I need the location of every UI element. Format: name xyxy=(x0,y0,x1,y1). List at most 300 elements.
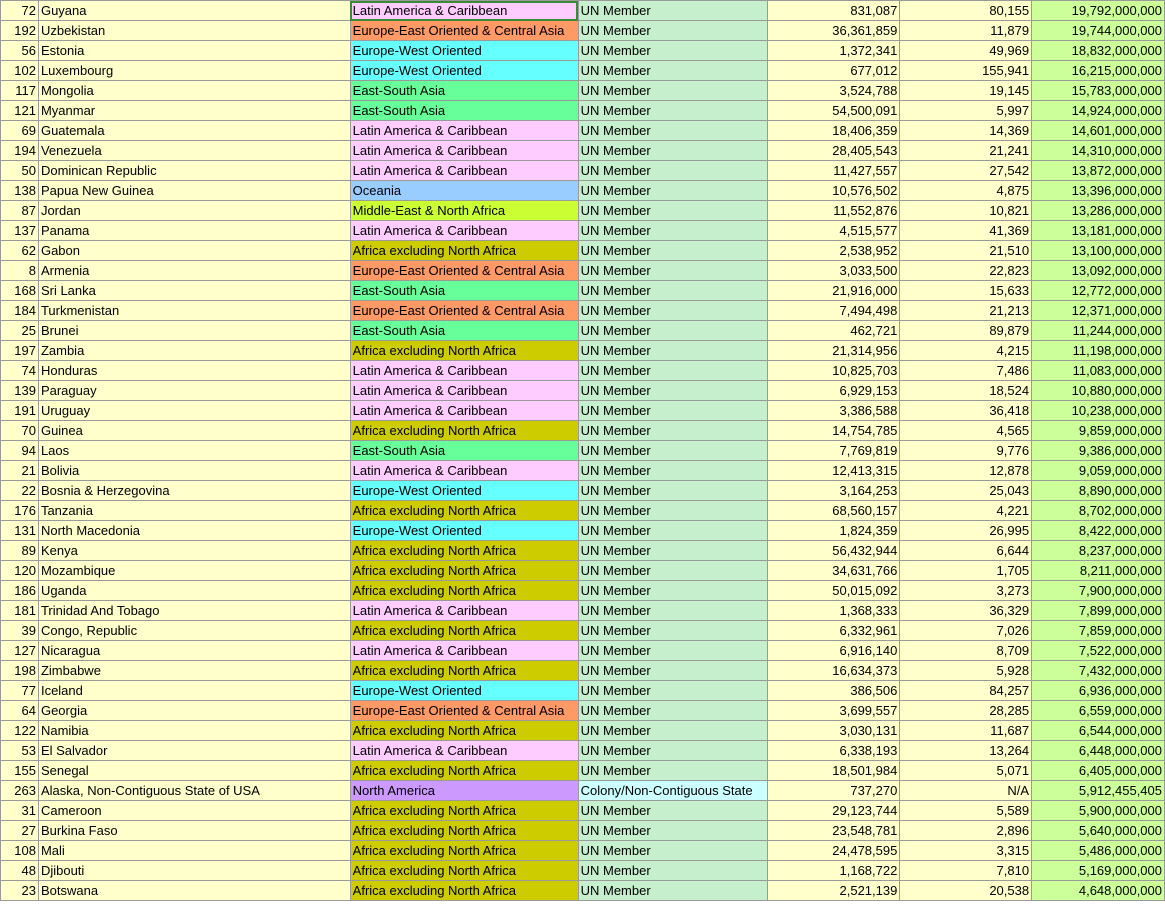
rank-cell[interactable]: 186 xyxy=(1,581,39,601)
status-cell[interactable]: UN Member xyxy=(578,501,767,521)
region-cell[interactable]: East-South Asia xyxy=(350,101,578,121)
rank-cell[interactable]: 21 xyxy=(1,461,39,481)
status-cell[interactable]: UN Member xyxy=(578,241,767,261)
gdp-cell[interactable]: 7,899,000,000 xyxy=(1032,601,1165,621)
status-cell[interactable]: UN Member xyxy=(578,21,767,41)
gdp-cell[interactable]: 18,832,000,000 xyxy=(1032,41,1165,61)
region-cell[interactable]: Europe-West Oriented xyxy=(350,681,578,701)
rank-cell[interactable]: 117 xyxy=(1,81,39,101)
region-cell[interactable]: Africa excluding North Africa xyxy=(350,661,578,681)
rank-cell[interactable]: 23 xyxy=(1,881,39,901)
gdp-per-capita-cell[interactable]: 5,997 xyxy=(900,101,1032,121)
gdp-per-capita-cell[interactable]: 5,071 xyxy=(900,761,1032,781)
gdp-cell[interactable]: 10,880,000,000 xyxy=(1032,381,1165,401)
rank-cell[interactable]: 94 xyxy=(1,441,39,461)
country-name-cell[interactable]: Armenia xyxy=(38,261,350,281)
status-cell[interactable]: UN Member xyxy=(578,221,767,241)
gdp-cell[interactable]: 6,559,000,000 xyxy=(1032,701,1165,721)
region-cell[interactable]: Africa excluding North Africa xyxy=(350,561,578,581)
country-name-cell[interactable]: Alaska, Non-Contiguous State of USA xyxy=(38,781,350,801)
country-name-cell[interactable]: Zambia xyxy=(38,341,350,361)
country-name-cell[interactable]: Zimbabwe xyxy=(38,661,350,681)
population-cell[interactable]: 1,368,333 xyxy=(767,601,900,621)
gdp-cell[interactable]: 14,601,000,000 xyxy=(1032,121,1165,141)
region-cell[interactable]: Europe-East Oriented & Central Asia xyxy=(350,261,578,281)
gdp-cell[interactable]: 13,396,000,000 xyxy=(1032,181,1165,201)
population-cell[interactable]: 11,427,557 xyxy=(767,161,900,181)
gdp-per-capita-cell[interactable]: 6,644 xyxy=(900,541,1032,561)
population-cell[interactable]: 50,015,092 xyxy=(767,581,900,601)
status-cell[interactable]: UN Member xyxy=(578,301,767,321)
status-cell[interactable]: UN Member xyxy=(578,421,767,441)
rank-cell[interactable]: 184 xyxy=(1,301,39,321)
rank-cell[interactable]: 155 xyxy=(1,761,39,781)
country-name-cell[interactable]: North Macedonia xyxy=(38,521,350,541)
status-cell[interactable]: UN Member xyxy=(578,181,767,201)
gdp-cell[interactable]: 13,286,000,000 xyxy=(1032,201,1165,221)
population-cell[interactable]: 14,754,785 xyxy=(767,421,900,441)
rank-cell[interactable]: 64 xyxy=(1,701,39,721)
gdp-cell[interactable]: 5,169,000,000 xyxy=(1032,861,1165,881)
rank-cell[interactable]: 77 xyxy=(1,681,39,701)
gdp-per-capita-cell[interactable]: 14,369 xyxy=(900,121,1032,141)
population-cell[interactable]: 386,506 xyxy=(767,681,900,701)
status-cell[interactable]: UN Member xyxy=(578,361,767,381)
gdp-per-capita-cell[interactable]: 4,215 xyxy=(900,341,1032,361)
population-cell[interactable]: 18,406,359 xyxy=(767,121,900,141)
country-name-cell[interactable]: Uganda xyxy=(38,581,350,601)
population-cell[interactable]: 21,314,956 xyxy=(767,341,900,361)
rank-cell[interactable]: 89 xyxy=(1,541,39,561)
gdp-cell[interactable]: 10,238,000,000 xyxy=(1032,401,1165,421)
region-cell[interactable]: East-South Asia xyxy=(350,441,578,461)
rank-cell[interactable]: 139 xyxy=(1,381,39,401)
rank-cell[interactable]: 197 xyxy=(1,341,39,361)
gdp-per-capita-cell[interactable]: 20,538 xyxy=(900,881,1032,901)
status-cell[interactable]: UN Member xyxy=(578,881,767,901)
population-cell[interactable]: 3,033,500 xyxy=(767,261,900,281)
country-name-cell[interactable]: Namibia xyxy=(38,721,350,741)
rank-cell[interactable]: 168 xyxy=(1,281,39,301)
country-name-cell[interactable]: Burkina Faso xyxy=(38,821,350,841)
gdp-per-capita-cell[interactable]: 21,510 xyxy=(900,241,1032,261)
status-cell[interactable]: UN Member xyxy=(578,321,767,341)
status-cell[interactable]: UN Member xyxy=(578,721,767,741)
rank-cell[interactable]: 192 xyxy=(1,21,39,41)
region-cell[interactable]: Europe-East Oriented & Central Asia xyxy=(350,301,578,321)
country-name-cell[interactable]: Bolivia xyxy=(38,461,350,481)
population-cell[interactable]: 23,548,781 xyxy=(767,821,900,841)
region-cell[interactable]: Latin America & Caribbean xyxy=(350,121,578,141)
status-cell[interactable]: UN Member xyxy=(578,641,767,661)
gdp-per-capita-cell[interactable]: 15,633 xyxy=(900,281,1032,301)
country-name-cell[interactable]: Uzbekistan xyxy=(38,21,350,41)
gdp-cell[interactable]: 13,100,000,000 xyxy=(1032,241,1165,261)
population-cell[interactable]: 29,123,744 xyxy=(767,801,900,821)
country-name-cell[interactable]: Congo, Republic xyxy=(38,621,350,641)
region-cell[interactable]: Africa excluding North Africa xyxy=(350,621,578,641)
status-cell[interactable]: UN Member xyxy=(578,701,767,721)
country-name-cell[interactable]: Gabon xyxy=(38,241,350,261)
population-cell[interactable]: 831,087 xyxy=(767,1,900,21)
country-name-cell[interactable]: Brunei xyxy=(38,321,350,341)
status-cell[interactable]: UN Member xyxy=(578,461,767,481)
country-name-cell[interactable]: Senegal xyxy=(38,761,350,781)
region-cell[interactable]: Africa excluding North Africa xyxy=(350,421,578,441)
gdp-per-capita-cell[interactable]: 12,878 xyxy=(900,461,1032,481)
population-cell[interactable]: 21,916,000 xyxy=(767,281,900,301)
rank-cell[interactable]: 56 xyxy=(1,41,39,61)
region-cell[interactable]: East-South Asia xyxy=(350,321,578,341)
population-cell[interactable]: 7,769,819 xyxy=(767,441,900,461)
population-cell[interactable]: 3,386,588 xyxy=(767,401,900,421)
rank-cell[interactable]: 263 xyxy=(1,781,39,801)
gdp-per-capita-cell[interactable]: 5,589 xyxy=(900,801,1032,821)
status-cell[interactable]: UN Member xyxy=(578,541,767,561)
rank-cell[interactable]: 22 xyxy=(1,481,39,501)
region-cell[interactable]: Europe-East Oriented & Central Asia xyxy=(350,21,578,41)
country-name-cell[interactable]: Sri Lanka xyxy=(38,281,350,301)
population-cell[interactable]: 3,524,788 xyxy=(767,81,900,101)
gdp-cell[interactable]: 9,059,000,000 xyxy=(1032,461,1165,481)
region-cell[interactable]: Europe-West Oriented xyxy=(350,521,578,541)
gdp-per-capita-cell[interactable]: 21,241 xyxy=(900,141,1032,161)
rank-cell[interactable]: 137 xyxy=(1,221,39,241)
gdp-per-capita-cell[interactable]: N/A xyxy=(900,781,1032,801)
rank-cell[interactable]: 122 xyxy=(1,721,39,741)
country-name-cell[interactable]: Guatemala xyxy=(38,121,350,141)
status-cell[interactable]: UN Member xyxy=(578,341,767,361)
region-cell[interactable]: Africa excluding North Africa xyxy=(350,241,578,261)
status-cell[interactable]: UN Member xyxy=(578,101,767,121)
rank-cell[interactable]: 31 xyxy=(1,801,39,821)
country-name-cell[interactable]: Panama xyxy=(38,221,350,241)
gdp-per-capita-cell[interactable]: 27,542 xyxy=(900,161,1032,181)
country-name-cell[interactable]: Guyana xyxy=(38,1,350,21)
rank-cell[interactable]: 198 xyxy=(1,661,39,681)
gdp-cell[interactable]: 8,702,000,000 xyxy=(1032,501,1165,521)
rank-cell[interactable]: 8 xyxy=(1,261,39,281)
region-cell[interactable]: Africa excluding North Africa xyxy=(350,501,578,521)
region-cell[interactable]: East-South Asia xyxy=(350,281,578,301)
region-cell[interactable]: Latin America & Caribbean xyxy=(350,141,578,161)
gdp-per-capita-cell[interactable]: 13,264 xyxy=(900,741,1032,761)
status-cell[interactable]: UN Member xyxy=(578,841,767,861)
population-cell[interactable]: 2,538,952 xyxy=(767,241,900,261)
gdp-per-capita-cell[interactable]: 4,875 xyxy=(900,181,1032,201)
gdp-per-capita-cell[interactable]: 11,687 xyxy=(900,721,1032,741)
population-cell[interactable]: 10,825,703 xyxy=(767,361,900,381)
status-cell[interactable]: UN Member xyxy=(578,61,767,81)
gdp-per-capita-cell[interactable]: 1,705 xyxy=(900,561,1032,581)
region-cell[interactable]: Europe-West Oriented xyxy=(350,481,578,501)
gdp-cell[interactable]: 7,900,000,000 xyxy=(1032,581,1165,601)
country-name-cell[interactable]: Nicaragua xyxy=(38,641,350,661)
gdp-per-capita-cell[interactable]: 19,145 xyxy=(900,81,1032,101)
status-cell[interactable]: UN Member xyxy=(578,821,767,841)
gdp-cell[interactable]: 8,237,000,000 xyxy=(1032,541,1165,561)
gdp-per-capita-cell[interactable]: 7,810 xyxy=(900,861,1032,881)
population-cell[interactable]: 1,824,359 xyxy=(767,521,900,541)
country-name-cell[interactable]: Georgia xyxy=(38,701,350,721)
status-cell[interactable]: UN Member xyxy=(578,601,767,621)
status-cell[interactable]: UN Member xyxy=(578,161,767,181)
status-cell[interactable]: UN Member xyxy=(578,441,767,461)
region-cell[interactable]: Africa excluding North Africa xyxy=(350,341,578,361)
status-cell[interactable]: Colony/Non-Contiguous State xyxy=(578,781,767,801)
region-cell[interactable]: Europe-East Oriented & Central Asia xyxy=(350,701,578,721)
country-name-cell[interactable]: Iceland xyxy=(38,681,350,701)
region-cell[interactable]: Latin America & Caribbean xyxy=(350,221,578,241)
population-cell[interactable]: 3,164,253 xyxy=(767,481,900,501)
region-cell[interactable]: Africa excluding North Africa xyxy=(350,861,578,881)
gdp-per-capita-cell[interactable]: 3,315 xyxy=(900,841,1032,861)
gdp-cell[interactable]: 6,544,000,000 xyxy=(1032,721,1165,741)
population-cell[interactable]: 54,500,091 xyxy=(767,101,900,121)
status-cell[interactable]: UN Member xyxy=(578,401,767,421)
gdp-per-capita-cell[interactable]: 28,285 xyxy=(900,701,1032,721)
rank-cell[interactable]: 127 xyxy=(1,641,39,661)
population-cell[interactable]: 36,361,859 xyxy=(767,21,900,41)
country-name-cell[interactable]: Laos xyxy=(38,441,350,461)
region-cell[interactable]: Africa excluding North Africa xyxy=(350,761,578,781)
status-cell[interactable]: UN Member xyxy=(578,381,767,401)
gdp-cell[interactable]: 11,244,000,000 xyxy=(1032,321,1165,341)
region-cell[interactable]: Africa excluding North Africa xyxy=(350,721,578,741)
gdp-per-capita-cell[interactable]: 155,941 xyxy=(900,61,1032,81)
population-cell[interactable]: 6,332,961 xyxy=(767,621,900,641)
gdp-per-capita-cell[interactable]: 89,879 xyxy=(900,321,1032,341)
gdp-cell[interactable]: 5,900,000,000 xyxy=(1032,801,1165,821)
gdp-cell[interactable]: 11,198,000,000 xyxy=(1032,341,1165,361)
gdp-per-capita-cell[interactable]: 80,155 xyxy=(900,1,1032,21)
rank-cell[interactable]: 131 xyxy=(1,521,39,541)
country-name-cell[interactable]: Mongolia xyxy=(38,81,350,101)
country-name-cell[interactable]: Guinea xyxy=(38,421,350,441)
gdp-per-capita-cell[interactable]: 7,026 xyxy=(900,621,1032,641)
gdp-per-capita-cell[interactable]: 5,928 xyxy=(900,661,1032,681)
country-name-cell[interactable]: Tanzania xyxy=(38,501,350,521)
rank-cell[interactable]: 27 xyxy=(1,821,39,841)
gdp-cell[interactable]: 5,640,000,000 xyxy=(1032,821,1165,841)
region-cell[interactable]: Middle-East & North Africa xyxy=(350,201,578,221)
gdp-per-capita-cell[interactable]: 9,776 xyxy=(900,441,1032,461)
region-cell[interactable]: Africa excluding North Africa xyxy=(350,821,578,841)
gdp-cell[interactable]: 7,522,000,000 xyxy=(1032,641,1165,661)
rank-cell[interactable]: 74 xyxy=(1,361,39,381)
gdp-per-capita-cell[interactable]: 22,823 xyxy=(900,261,1032,281)
gdp-per-capita-cell[interactable]: 25,043 xyxy=(900,481,1032,501)
rank-cell[interactable]: 50 xyxy=(1,161,39,181)
gdp-cell[interactable]: 8,211,000,000 xyxy=(1032,561,1165,581)
region-cell[interactable]: North America xyxy=(350,781,578,801)
region-cell[interactable]: Africa excluding North Africa xyxy=(350,581,578,601)
rank-cell[interactable]: 121 xyxy=(1,101,39,121)
gdp-per-capita-cell[interactable]: 21,213 xyxy=(900,301,1032,321)
gdp-per-capita-cell[interactable]: 4,565 xyxy=(900,421,1032,441)
gdp-cell[interactable]: 8,422,000,000 xyxy=(1032,521,1165,541)
status-cell[interactable]: UN Member xyxy=(578,121,767,141)
gdp-per-capita-cell[interactable]: 49,969 xyxy=(900,41,1032,61)
gdp-cell[interactable]: 9,859,000,000 xyxy=(1032,421,1165,441)
status-cell[interactable]: UN Member xyxy=(578,261,767,281)
population-cell[interactable]: 1,372,341 xyxy=(767,41,900,61)
status-cell[interactable]: UN Member xyxy=(578,621,767,641)
gdp-cell[interactable]: 6,936,000,000 xyxy=(1032,681,1165,701)
status-cell[interactable]: UN Member xyxy=(578,81,767,101)
population-cell[interactable]: 28,405,543 xyxy=(767,141,900,161)
gdp-per-capita-cell[interactable]: 41,369 xyxy=(900,221,1032,241)
region-cell[interactable]: Latin America & Caribbean xyxy=(350,401,578,421)
region-cell[interactable]: Latin America & Caribbean xyxy=(350,641,578,661)
gdp-per-capita-cell[interactable]: 84,257 xyxy=(900,681,1032,701)
country-name-cell[interactable]: Luxembourg xyxy=(38,61,350,81)
gdp-cell[interactable]: 12,371,000,000 xyxy=(1032,301,1165,321)
country-name-cell[interactable]: Uruguay xyxy=(38,401,350,421)
population-cell[interactable]: 737,270 xyxy=(767,781,900,801)
gdp-cell[interactable]: 6,405,000,000 xyxy=(1032,761,1165,781)
region-cell[interactable]: Africa excluding North Africa xyxy=(350,881,578,901)
status-cell[interactable]: UN Member xyxy=(578,681,767,701)
country-name-cell[interactable]: Jordan xyxy=(38,201,350,221)
status-cell[interactable]: UN Member xyxy=(578,741,767,761)
population-cell[interactable]: 6,338,193 xyxy=(767,741,900,761)
population-cell[interactable]: 2,521,139 xyxy=(767,881,900,901)
population-cell[interactable]: 16,634,373 xyxy=(767,661,900,681)
population-cell[interactable]: 12,413,315 xyxy=(767,461,900,481)
gdp-cell[interactable]: 15,783,000,000 xyxy=(1032,81,1165,101)
status-cell[interactable]: UN Member xyxy=(578,761,767,781)
rank-cell[interactable]: 69 xyxy=(1,121,39,141)
region-cell[interactable]: Latin America & Caribbean xyxy=(350,161,578,181)
country-name-cell[interactable]: Estonia xyxy=(38,41,350,61)
population-cell[interactable]: 3,030,131 xyxy=(767,721,900,741)
gdp-per-capita-cell[interactable]: 10,821 xyxy=(900,201,1032,221)
rank-cell[interactable]: 70 xyxy=(1,421,39,441)
rank-cell[interactable]: 108 xyxy=(1,841,39,861)
population-cell[interactable]: 6,916,140 xyxy=(767,641,900,661)
population-cell[interactable]: 462,721 xyxy=(767,321,900,341)
rank-cell[interactable]: 138 xyxy=(1,181,39,201)
rank-cell[interactable]: 25 xyxy=(1,321,39,341)
country-name-cell[interactable]: Papua New Guinea xyxy=(38,181,350,201)
rank-cell[interactable]: 72 xyxy=(1,1,39,21)
region-cell[interactable]: Europe-West Oriented xyxy=(350,61,578,81)
gdp-per-capita-cell[interactable]: 4,221 xyxy=(900,501,1032,521)
population-cell[interactable]: 56,432,944 xyxy=(767,541,900,561)
gdp-cell[interactable]: 7,432,000,000 xyxy=(1032,661,1165,681)
status-cell[interactable]: UN Member xyxy=(578,521,767,541)
country-name-cell[interactable]: Bosnia & Herzegovina xyxy=(38,481,350,501)
country-name-cell[interactable]: Mali xyxy=(38,841,350,861)
rank-cell[interactable]: 53 xyxy=(1,741,39,761)
status-cell[interactable]: UN Member xyxy=(578,801,767,821)
gdp-cell[interactable]: 11,083,000,000 xyxy=(1032,361,1165,381)
region-cell[interactable]: Africa excluding North Africa xyxy=(350,801,578,821)
region-cell[interactable]: Latin America & Caribbean xyxy=(350,381,578,401)
gdp-per-capita-cell[interactable]: 26,995 xyxy=(900,521,1032,541)
country-name-cell[interactable]: Paraguay xyxy=(38,381,350,401)
region-cell[interactable]: Latin America & Caribbean xyxy=(350,601,578,621)
rank-cell[interactable]: 181 xyxy=(1,601,39,621)
country-name-cell[interactable]: Myanmar xyxy=(38,101,350,121)
gdp-cell[interactable]: 7,859,000,000 xyxy=(1032,621,1165,641)
country-name-cell[interactable]: Turkmenistan xyxy=(38,301,350,321)
gdp-cell[interactable]: 5,912,455,405 xyxy=(1032,781,1165,801)
gdp-cell[interactable]: 16,215,000,000 xyxy=(1032,61,1165,81)
gdp-cell[interactable]: 9,386,000,000 xyxy=(1032,441,1165,461)
gdp-per-capita-cell[interactable]: 36,329 xyxy=(900,601,1032,621)
gdp-per-capita-cell[interactable]: 2,896 xyxy=(900,821,1032,841)
gdp-per-capita-cell[interactable]: 18,524 xyxy=(900,381,1032,401)
region-cell[interactable]: Africa excluding North Africa xyxy=(350,841,578,861)
region-cell[interactable]: Latin America & Caribbean xyxy=(350,1,578,21)
gdp-cell[interactable]: 6,448,000,000 xyxy=(1032,741,1165,761)
region-cell[interactable]: Latin America & Caribbean xyxy=(350,361,578,381)
gdp-cell[interactable]: 14,310,000,000 xyxy=(1032,141,1165,161)
status-cell[interactable]: UN Member xyxy=(578,1,767,21)
population-cell[interactable]: 7,494,498 xyxy=(767,301,900,321)
country-name-cell[interactable]: Mozambique xyxy=(38,561,350,581)
country-name-cell[interactable]: El Salvador xyxy=(38,741,350,761)
population-cell[interactable]: 10,576,502 xyxy=(767,181,900,201)
gdp-cell[interactable]: 13,092,000,000 xyxy=(1032,261,1165,281)
gdp-cell[interactable]: 12,772,000,000 xyxy=(1032,281,1165,301)
gdp-cell[interactable]: 13,181,000,000 xyxy=(1032,221,1165,241)
gdp-per-capita-cell[interactable]: 7,486 xyxy=(900,361,1032,381)
rank-cell[interactable]: 48 xyxy=(1,861,39,881)
status-cell[interactable]: UN Member xyxy=(578,481,767,501)
rank-cell[interactable]: 191 xyxy=(1,401,39,421)
country-name-cell[interactable]: Kenya xyxy=(38,541,350,561)
rank-cell[interactable]: 194 xyxy=(1,141,39,161)
country-name-cell[interactable]: Honduras xyxy=(38,361,350,381)
country-name-cell[interactable]: Dominican Republic xyxy=(38,161,350,181)
gdp-cell[interactable]: 5,486,000,000 xyxy=(1032,841,1165,861)
gdp-per-capita-cell[interactable]: 3,273 xyxy=(900,581,1032,601)
gdp-cell[interactable]: 14,924,000,000 xyxy=(1032,101,1165,121)
population-cell[interactable]: 11,552,876 xyxy=(767,201,900,221)
country-name-cell[interactable]: Cameroon xyxy=(38,801,350,821)
gdp-cell[interactable]: 13,872,000,000 xyxy=(1032,161,1165,181)
status-cell[interactable]: UN Member xyxy=(578,581,767,601)
population-cell[interactable]: 18,501,984 xyxy=(767,761,900,781)
gdp-per-capita-cell[interactable]: 36,418 xyxy=(900,401,1032,421)
status-cell[interactable]: UN Member xyxy=(578,141,767,161)
country-name-cell[interactable]: Djibouti xyxy=(38,861,350,881)
gdp-cell[interactable]: 19,744,000,000 xyxy=(1032,21,1165,41)
population-cell[interactable]: 4,515,577 xyxy=(767,221,900,241)
population-cell[interactable]: 34,631,766 xyxy=(767,561,900,581)
gdp-per-capita-cell[interactable]: 8,709 xyxy=(900,641,1032,661)
country-name-cell[interactable]: Venezuela xyxy=(38,141,350,161)
gdp-per-capita-cell[interactable]: 11,879 xyxy=(900,21,1032,41)
region-cell[interactable]: Latin America & Caribbean xyxy=(350,741,578,761)
country-name-cell[interactable]: Botswana xyxy=(38,881,350,901)
gdp-cell[interactable]: 4,648,000,000 xyxy=(1032,881,1165,901)
rank-cell[interactable]: 176 xyxy=(1,501,39,521)
population-cell[interactable]: 1,168,722 xyxy=(767,861,900,881)
status-cell[interactable]: UN Member xyxy=(578,281,767,301)
population-cell[interactable]: 68,560,157 xyxy=(767,501,900,521)
status-cell[interactable]: UN Member xyxy=(578,561,767,581)
rank-cell[interactable]: 120 xyxy=(1,561,39,581)
population-cell[interactable]: 6,929,153 xyxy=(767,381,900,401)
population-cell[interactable]: 677,012 xyxy=(767,61,900,81)
rank-cell[interactable]: 87 xyxy=(1,201,39,221)
status-cell[interactable]: UN Member xyxy=(578,41,767,61)
region-cell[interactable]: Oceania xyxy=(350,181,578,201)
